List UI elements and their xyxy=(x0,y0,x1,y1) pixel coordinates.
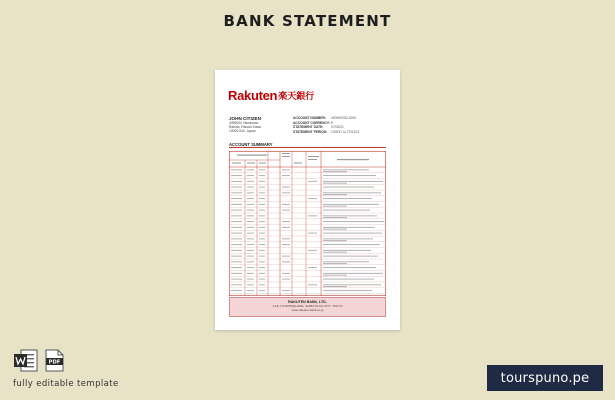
table-cell-text xyxy=(323,183,347,184)
pdf-document-icon xyxy=(44,349,64,372)
table-cell-text xyxy=(282,256,290,257)
table-cell-text xyxy=(231,175,242,176)
table-cell-text xyxy=(282,169,290,170)
account-detail-label: STATEMENT DATE: xyxy=(293,125,324,130)
table-cell-text xyxy=(323,279,374,280)
table-cell-text xyxy=(259,279,265,280)
table-cell-text xyxy=(282,279,290,280)
transaction-table xyxy=(229,151,386,358)
table-cell-text xyxy=(247,238,254,239)
table-cell-text xyxy=(308,250,317,251)
table-cell-text xyxy=(231,187,242,188)
table-cell-text xyxy=(282,238,290,239)
table-cell-text xyxy=(282,290,290,291)
table-cell-text xyxy=(259,215,265,216)
table-cell-text xyxy=(323,244,380,245)
holder-address-line: 4390034 Yamamoto xyxy=(229,121,259,125)
table-cell-text xyxy=(259,261,265,262)
table-cell-text xyxy=(323,175,376,176)
table-cell-text xyxy=(231,250,242,251)
account-detail-value: ¥ xyxy=(331,120,333,125)
table-cell-text xyxy=(247,279,254,280)
table-cell-text xyxy=(259,187,265,188)
table-cell-text xyxy=(323,256,378,257)
table-cell-text xyxy=(308,233,317,234)
table-cell-text xyxy=(323,171,347,172)
account-detail-value: 27/03/21 xyxy=(331,125,344,130)
table-cell-text xyxy=(323,210,370,211)
table-cell-text xyxy=(259,181,265,182)
page-title: BANK STATEMENT xyxy=(223,12,392,30)
table-cell-text xyxy=(282,221,290,222)
table-cell-text xyxy=(259,273,265,274)
table-cell-text xyxy=(323,187,374,188)
table-cell-text xyxy=(231,238,242,239)
table-cell-text xyxy=(308,284,317,285)
table-cell-text xyxy=(323,169,369,170)
account-detail-label: ACCOUNT CURRENCY: xyxy=(293,120,330,125)
bank-footer xyxy=(229,297,386,317)
account-details xyxy=(293,116,393,134)
table-cell-text xyxy=(247,227,254,228)
logo-brand-text: Rakuten xyxy=(228,87,278,103)
footer-address: 1-18-1 TOWNSQUARE, SHIBUYA-KU CITY, TOKYO xyxy=(272,304,343,309)
account-detail-row xyxy=(293,130,393,135)
table-cell-text xyxy=(247,181,254,182)
table-cell-text xyxy=(323,204,379,205)
table-cell-text xyxy=(259,290,265,291)
table-cell-text xyxy=(247,256,254,257)
table-cell-text xyxy=(247,198,254,199)
table-cell-text xyxy=(231,210,242,211)
table-cell-text xyxy=(323,240,347,241)
table-cell-text xyxy=(323,238,373,239)
table-cell-text xyxy=(247,267,254,268)
table-cell-text xyxy=(231,279,242,280)
table-cell-text xyxy=(247,273,254,274)
account-holder xyxy=(229,116,299,133)
table-cell-text xyxy=(231,267,242,268)
table-cell-text xyxy=(323,286,347,287)
table-cell-text xyxy=(231,261,242,262)
table-cell-text xyxy=(259,233,265,234)
holder-address-line: Rakuto, Rakuto Kawa xyxy=(229,125,261,129)
table-cell-text xyxy=(231,192,242,193)
table-cell-text xyxy=(282,261,290,262)
footer-website: www.rakuten-bank.co.jp xyxy=(291,308,324,313)
summary-title: ACCOUNT SUMMARY xyxy=(229,142,273,147)
table-cell-text xyxy=(282,244,290,245)
table-cell-text xyxy=(282,210,290,211)
table-cell-text xyxy=(247,169,254,170)
table-cell-text xyxy=(323,252,347,253)
table-cell-text xyxy=(323,267,376,268)
table-cell-text xyxy=(231,204,242,205)
table-cell-text xyxy=(323,250,371,251)
tagline: fully editable template xyxy=(13,379,119,389)
table-cell-text xyxy=(247,221,254,222)
table-cell-text xyxy=(259,284,265,285)
table-cell-text xyxy=(247,175,254,176)
table-cell-text xyxy=(323,194,347,195)
table-cell-text xyxy=(259,204,265,205)
table-cell-text xyxy=(323,192,381,193)
table-cell-text xyxy=(259,210,265,211)
table-cell-text xyxy=(231,169,242,170)
table-cell-text xyxy=(231,198,242,199)
table-cell-text xyxy=(231,215,242,216)
table-cell-text xyxy=(259,198,265,199)
table-cell-text xyxy=(308,215,317,216)
table-cell-text xyxy=(247,250,254,251)
table-cell-text xyxy=(323,261,369,262)
table-cell-text xyxy=(231,284,242,285)
table-cell-text xyxy=(323,290,372,291)
table-cell-text xyxy=(323,273,383,274)
bank-logo xyxy=(228,87,314,103)
table-cell-text xyxy=(231,181,242,182)
table-cell-text xyxy=(259,221,265,222)
table-cell-text xyxy=(282,273,290,274)
holder-name: JOHN CITIZEN xyxy=(229,116,261,121)
account-detail-label: ACCOUNT NUMBER: xyxy=(293,116,326,120)
table-cell-text xyxy=(259,227,265,228)
table-cell-text xyxy=(323,233,382,234)
table-cell-text xyxy=(231,273,242,274)
table-cell-text xyxy=(247,244,254,245)
table-cell-text xyxy=(259,238,265,239)
table-cell-text xyxy=(323,221,384,222)
table-cell-text xyxy=(247,204,254,205)
table-cell-text xyxy=(231,290,242,291)
logo-kanji-text: 楽天銀行 xyxy=(278,91,315,102)
table-cell-text xyxy=(259,169,265,170)
table-cell-text xyxy=(323,229,347,230)
table-cell-text xyxy=(247,233,254,234)
table-cell-text xyxy=(247,210,254,211)
table-cell-text xyxy=(247,187,254,188)
table-cell-text xyxy=(323,181,383,182)
table-cell-text xyxy=(323,227,375,228)
table-cell-text xyxy=(323,275,347,276)
table-cell-text xyxy=(323,217,347,218)
table-cell-text xyxy=(282,187,290,188)
site-badge[interactable]: tourspuno.pe xyxy=(487,365,603,391)
table-cell-text xyxy=(308,267,317,268)
table-cell-text xyxy=(231,221,242,222)
table-cell-text xyxy=(259,175,265,176)
transaction-table-graphic xyxy=(229,151,386,296)
table-cell-text xyxy=(247,284,254,285)
table-cell-text xyxy=(247,261,254,262)
table-cell-text xyxy=(282,204,290,205)
account-detail-value: 000000000-1000 xyxy=(331,116,356,120)
table-cell-text xyxy=(231,233,242,234)
table-cell-text xyxy=(259,244,265,245)
table-cell-text xyxy=(323,284,381,285)
table-cell-text xyxy=(323,206,347,207)
table-cell-text xyxy=(247,192,254,193)
table-cell-text xyxy=(259,267,265,268)
table-cell-text xyxy=(323,263,347,264)
word-document-icon xyxy=(13,349,39,372)
table-cell-text xyxy=(282,192,290,193)
statement-document xyxy=(215,70,400,330)
account-detail-label: STATEMENT PERIOD: xyxy=(293,129,328,134)
table-cell-text xyxy=(259,256,265,257)
pdf-label: PDF xyxy=(48,359,61,366)
table-cell-text xyxy=(231,244,242,245)
table-cell-text xyxy=(247,215,254,216)
table-cell-text xyxy=(308,198,317,199)
holder-address-line: 10000-544, Japan xyxy=(229,129,256,133)
table-cell-text xyxy=(308,181,317,182)
summary-divider xyxy=(229,147,386,148)
table-cell-text xyxy=(259,192,265,193)
table-cell-text xyxy=(282,175,290,176)
table-cell-text xyxy=(282,227,290,228)
table-cell-text xyxy=(323,215,377,216)
table-cell-text xyxy=(323,198,372,199)
table-cell-text xyxy=(259,250,265,251)
table-cell-text xyxy=(231,227,242,228)
footer-bank-name: RAKUTEN BANK, LTD. xyxy=(288,300,327,304)
table-cell-text xyxy=(231,256,242,257)
account-detail-value: 1/03/21 to 27/03/21 xyxy=(331,129,360,134)
table-cell-text xyxy=(247,290,254,291)
